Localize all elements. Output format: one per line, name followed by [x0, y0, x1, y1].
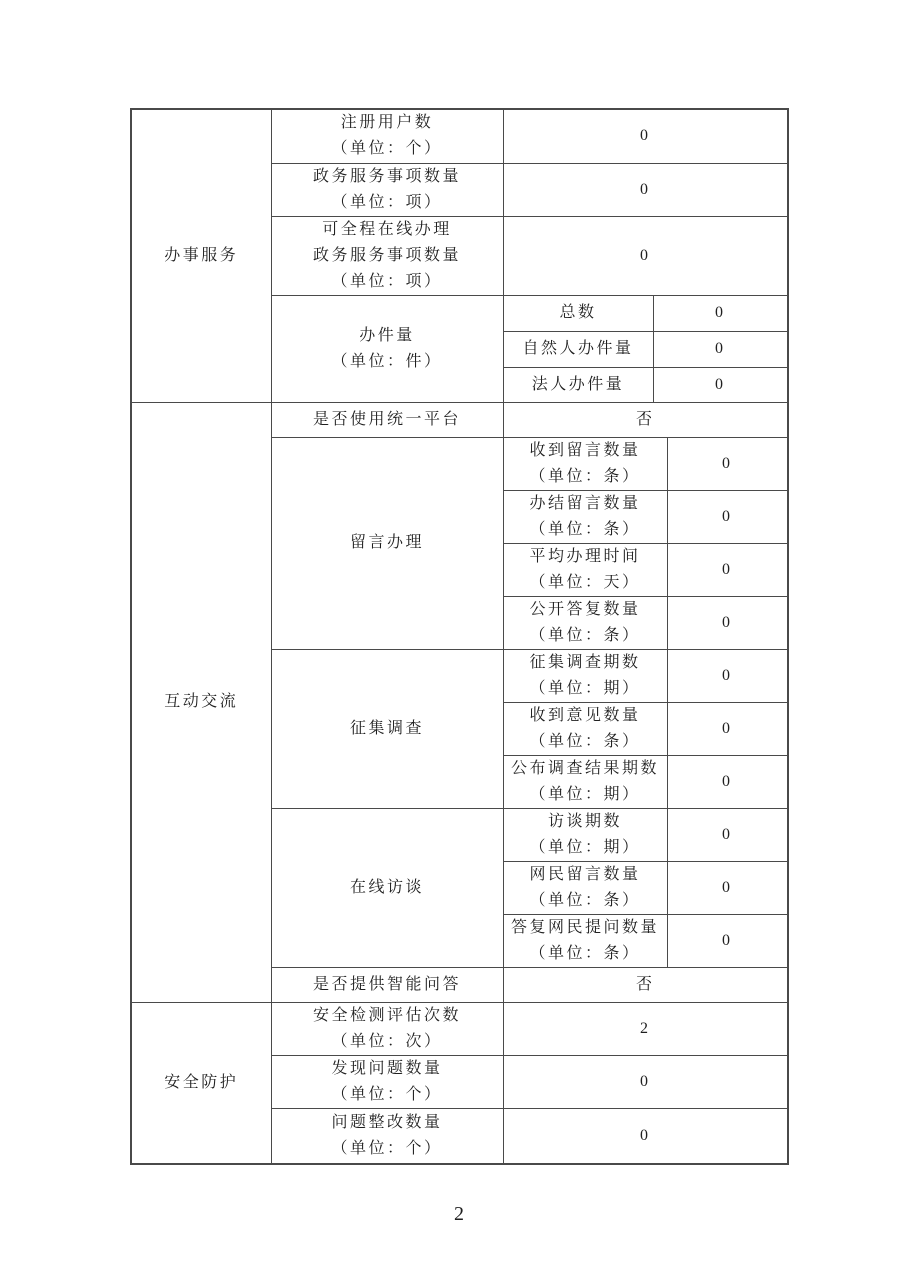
- submetric-label-line: 自然人办件量: [522, 340, 634, 357]
- submetric-label-cell: [503, 490, 667, 543]
- page-number: 2: [454, 1203, 464, 1225]
- metric-label-cell: [271, 163, 503, 216]
- submetric-label-cell: [503, 861, 667, 914]
- submetric-value-cell: 0: [667, 861, 788, 914]
- submetric-label-line: 答复网民提问数量: [510, 918, 659, 936]
- submetric-unit-line: （单位：期）: [529, 785, 641, 803]
- table-row: [131, 109, 788, 163]
- metric-value-cell: 0: [503, 109, 788, 163]
- page-content: [130, 108, 788, 1226]
- submetric-label-cell: [503, 649, 667, 702]
- submetric-label-cell: [503, 755, 667, 808]
- group-label-cell: [271, 295, 503, 402]
- submetric-label-line: 平均办理时间: [529, 547, 641, 565]
- submetric-value-cell: 0: [667, 755, 788, 808]
- table-row: [131, 1002, 788, 1055]
- submetric-value-cell: 0: [653, 367, 788, 402]
- metric-label-line: 政务服务事项数量: [312, 246, 461, 264]
- section-label: 互动交流: [164, 693, 239, 710]
- group-unit-line: （单位：件）: [331, 352, 443, 370]
- submetric-label-line: 收到意见数量: [529, 706, 641, 724]
- metric-value-cell: 0: [503, 216, 788, 295]
- group-label-cell: [271, 437, 503, 649]
- submetric-label-cell: [503, 367, 653, 402]
- metric-label-cell: [271, 216, 503, 295]
- metric-label-cell: [271, 402, 503, 437]
- section-label: 办事服务: [164, 246, 239, 264]
- metric-label-line: 问题整改数量: [331, 1113, 443, 1131]
- metric-value-cell: 0: [503, 1108, 788, 1164]
- submetric-value-cell: 0: [667, 437, 788, 490]
- group-label-line: 留言办理: [349, 534, 424, 551]
- submetric-unit-line: （单位：条）: [529, 520, 641, 538]
- metric-label-line: 注册用户数: [340, 114, 434, 132]
- submetric-label-cell: [503, 596, 667, 649]
- metric-value-cell: 0: [503, 163, 788, 216]
- submetric-label-line: 访谈期数: [547, 812, 622, 830]
- submetric-value-cell: 0: [667, 914, 788, 967]
- metric-label-line: 安全检测评估次数: [312, 1006, 461, 1024]
- metric-unit-line: （单位：个）: [331, 1139, 443, 1157]
- submetric-label-cell: [503, 295, 653, 331]
- submetric-unit-line: （单位：条）: [529, 944, 641, 962]
- submetric-label-cell: [503, 543, 667, 596]
- submetric-value-cell: 0: [653, 295, 788, 331]
- submetric-label-line: 征集调查期数: [529, 653, 641, 671]
- section-label-cell: [131, 402, 271, 1002]
- metric-unit-line: （单位：个）: [331, 140, 443, 158]
- metric-unit-line: （单位：个）: [331, 1085, 443, 1103]
- submetric-value-cell: 0: [667, 702, 788, 755]
- submetric-label-line: 公开答复数量: [529, 600, 641, 618]
- section-label: 安全防护: [164, 1073, 239, 1091]
- group-label-line: 办件量: [359, 326, 415, 344]
- metric-label-cell: [271, 967, 503, 1002]
- metric-label-line: 可全程在线办理: [322, 220, 452, 238]
- metric-value-cell: 2: [503, 1002, 788, 1055]
- submetric-label-cell: [503, 331, 653, 367]
- submetric-label-line: 收到留言数量: [529, 441, 641, 459]
- submetric-label-cell: [503, 437, 667, 490]
- submetric-unit-line: （单位：期）: [529, 838, 641, 856]
- submetric-unit-line: （单位：天）: [529, 573, 641, 591]
- table-row: [131, 402, 788, 437]
- group-label-line: 征集调查: [349, 719, 424, 737]
- submetric-label-cell: [503, 702, 667, 755]
- metric-value-cell: 否: [503, 967, 788, 1002]
- submetric-value-cell: 0: [667, 808, 788, 861]
- metric-label-cell: [271, 1002, 503, 1055]
- submetric-value-cell: 0: [653, 331, 788, 367]
- group-label-cell: [271, 649, 503, 808]
- submetric-unit-line: （单位：期）: [529, 679, 641, 697]
- submetric-unit-line: （单位：条）: [529, 732, 641, 750]
- metric-unit-line: （单位：次）: [331, 1032, 443, 1050]
- metric-label-cell: [271, 109, 503, 163]
- metric-label-cell: [271, 1055, 503, 1108]
- group-label-line: 在线访谈: [349, 878, 424, 896]
- metric-value-cell: 否: [503, 402, 788, 437]
- submetric-value-cell: 0: [667, 649, 788, 702]
- group-label-cell: [271, 808, 503, 967]
- section-label-cell: [131, 109, 271, 402]
- metric-label-line: 发现问题数量: [331, 1059, 443, 1077]
- submetric-label-line: 公布调查结果期数: [510, 759, 659, 777]
- submetric-unit-line: （单位：条）: [529, 891, 641, 909]
- submetric-unit-line: （单位：条）: [529, 626, 641, 644]
- submetric-label-cell: [503, 808, 667, 861]
- metric-label-line: 是否使用统一平台: [312, 410, 461, 428]
- submetric-value-cell: 0: [667, 490, 788, 543]
- submetric-label-line: 办结留言数量: [529, 494, 641, 512]
- submetric-label-line: 总数: [559, 304, 597, 321]
- submetric-value-cell: 0: [667, 543, 788, 596]
- submetric-label-line: 法人办件量: [531, 375, 625, 393]
- metric-label-line: 政务服务事项数量: [312, 167, 461, 185]
- submetric-label-cell: [503, 914, 667, 967]
- metric-unit-line: （单位：项）: [331, 272, 443, 290]
- metric-label-cell: [271, 1108, 503, 1164]
- submetric-value-cell: 0: [667, 596, 788, 649]
- metric-value-cell: 0: [503, 1055, 788, 1108]
- submetric-unit-line: （单位：条）: [529, 467, 641, 485]
- section-label-cell: [131, 1002, 271, 1164]
- report-table: [130, 108, 789, 1165]
- metric-unit-line: （单位：项）: [331, 193, 443, 211]
- metric-label-line: 是否提供智能问答: [312, 975, 461, 993]
- submetric-label-line: 网民留言数量: [529, 865, 641, 883]
